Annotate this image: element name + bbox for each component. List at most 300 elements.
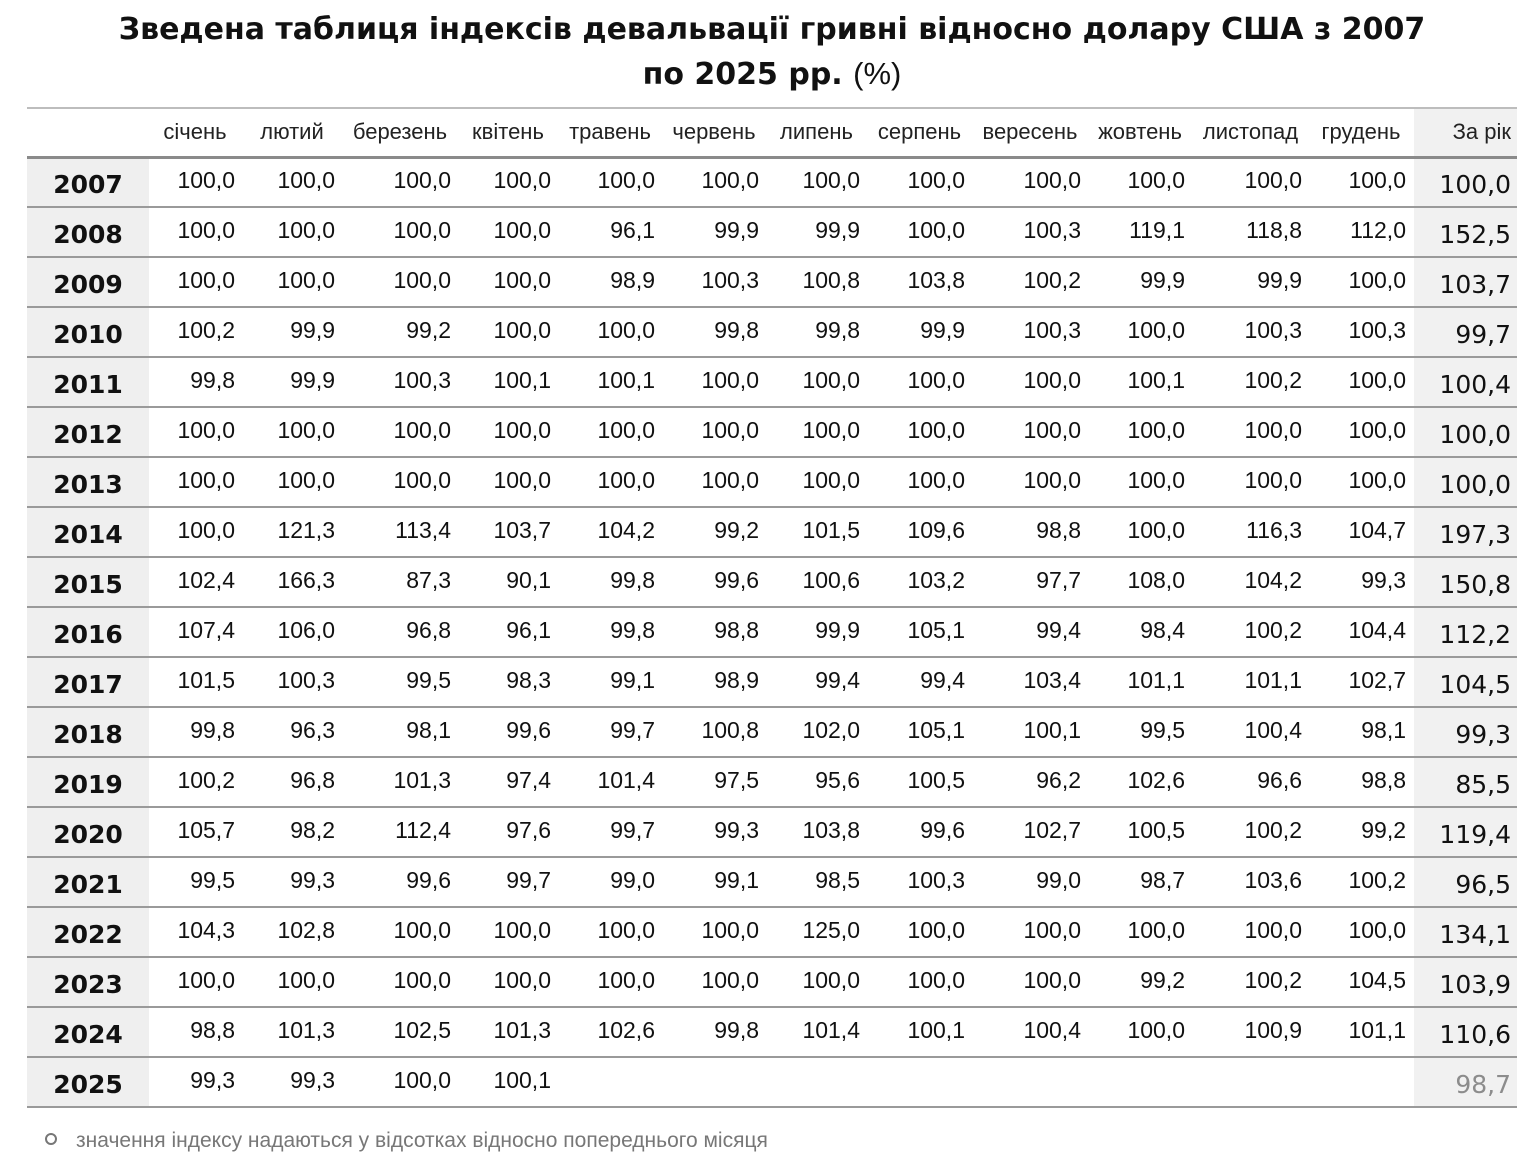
monthly-index-cell: 101,1 (1193, 657, 1310, 707)
column-header-month: квітень (459, 108, 559, 157)
column-header-month: червень (663, 108, 767, 157)
row-year-label: 2015 (27, 557, 149, 607)
year-total-cell: 100,4 (1414, 357, 1517, 407)
monthly-index-cell: 100,0 (1089, 407, 1193, 457)
monthly-index-cell: 100,0 (868, 357, 973, 407)
monthly-index-cell: 99,9 (1089, 257, 1193, 307)
monthly-index-cell: 102,5 (343, 1007, 459, 1057)
monthly-index-cell: 100,4 (973, 1007, 1089, 1057)
monthly-index-cell: 97,4 (459, 757, 559, 807)
monthly-index-cell: 98,8 (149, 1007, 243, 1057)
year-total-cell: 134,1 (1414, 907, 1517, 957)
monthly-index-cell: 100,0 (868, 957, 973, 1007)
monthly-index-cell: 100,0 (973, 407, 1089, 457)
monthly-index-cell: 121,3 (243, 507, 343, 557)
row-year-label: 2022 (27, 907, 149, 957)
monthly-index-cell: 100,0 (1089, 457, 1193, 507)
monthly-index-cell: 96,8 (343, 607, 459, 657)
column-header-month: вересень (973, 108, 1089, 157)
header-row (27, 108, 1517, 157)
monthly-index-cell: 100,5 (868, 757, 973, 807)
monthly-index-cell: 104,3 (149, 907, 243, 957)
column-header-year-total: За рік (1414, 108, 1517, 157)
table-row (27, 557, 1517, 607)
monthly-index-cell: 100,0 (149, 457, 243, 507)
monthly-index-cell: 99,6 (343, 857, 459, 907)
table-row (27, 457, 1517, 507)
monthly-index-cell: 100,3 (663, 257, 767, 307)
monthly-index-cell: 100,0 (243, 457, 343, 507)
monthly-index-cell (1089, 1057, 1193, 1107)
table-row (27, 807, 1517, 857)
monthly-index-cell: 100,0 (663, 157, 767, 207)
monthly-index-cell: 99,4 (868, 657, 973, 707)
year-total-cell: 98,7 (1414, 1057, 1517, 1107)
title-unit: (%) (853, 56, 902, 91)
row-year-label: 2023 (27, 957, 149, 1007)
monthly-index-cell: 100,0 (973, 357, 1089, 407)
monthly-index-cell: 100,0 (868, 407, 973, 457)
monthly-index-cell: 99,3 (243, 857, 343, 907)
monthly-index-cell: 100,0 (1310, 907, 1414, 957)
monthly-index-cell: 100,2 (973, 257, 1089, 307)
monthly-index-cell: 100,0 (1089, 1007, 1193, 1057)
monthly-index-cell: 102,0 (767, 707, 868, 757)
monthly-index-cell: 100,0 (243, 157, 343, 207)
monthly-index-cell: 103,8 (868, 257, 973, 307)
monthly-index-cell: 99,3 (663, 807, 767, 857)
monthly-index-cell: 100,0 (343, 907, 459, 957)
monthly-index-cell: 99,8 (559, 557, 663, 607)
bullet-circle-icon (45, 1133, 57, 1145)
monthly-index-cell: 99,8 (149, 707, 243, 757)
monthly-index-cell: 99,2 (663, 507, 767, 557)
monthly-index-cell: 100,0 (1310, 257, 1414, 307)
column-header-month: грудень (1310, 108, 1414, 157)
table-row (27, 1057, 1517, 1107)
monthly-index-cell: 100,6 (767, 557, 868, 607)
monthly-index-cell: 100,0 (243, 207, 343, 257)
year-total-cell: 119,4 (1414, 807, 1517, 857)
monthly-index-cell: 99,5 (1089, 707, 1193, 757)
monthly-index-cell: 100,0 (1089, 907, 1193, 957)
monthly-index-cell: 100,2 (1193, 357, 1310, 407)
monthly-index-cell: 100,1 (459, 1057, 559, 1107)
monthly-index-cell: 99,6 (868, 807, 973, 857)
monthly-index-cell: 100,3 (243, 657, 343, 707)
monthly-index-cell: 100,0 (343, 957, 459, 1007)
monthly-index-cell: 99,7 (559, 707, 663, 757)
monthly-index-cell: 100,0 (1089, 157, 1193, 207)
table-body (27, 157, 1517, 1107)
year-total-cell: 100,0 (1414, 407, 1517, 457)
monthly-index-cell: 99,3 (149, 1057, 243, 1107)
table-row (27, 157, 1517, 207)
year-total-cell: 110,6 (1414, 1007, 1517, 1057)
monthly-index-cell: 99,3 (1310, 557, 1414, 607)
monthly-index-cell: 100,2 (1310, 857, 1414, 907)
year-total-cell: 100,0 (1414, 457, 1517, 507)
monthly-index-cell: 103,4 (973, 657, 1089, 707)
monthly-index-cell: 100,0 (868, 457, 973, 507)
monthly-index-cell: 125,0 (767, 907, 868, 957)
monthly-index-cell: 97,5 (663, 757, 767, 807)
monthly-index-cell: 103,7 (459, 507, 559, 557)
monthly-index-cell: 100,1 (459, 357, 559, 407)
monthly-index-cell: 100,0 (663, 357, 767, 407)
monthly-index-cell: 100,0 (663, 907, 767, 957)
row-year-label: 2007 (27, 157, 149, 207)
monthly-index-cell: 100,8 (767, 257, 868, 307)
column-header-month: серпень (868, 108, 973, 157)
row-year-label: 2008 (27, 207, 149, 257)
monthly-index-cell: 100,0 (973, 457, 1089, 507)
column-header-month: лютий (243, 108, 343, 157)
table-row (27, 907, 1517, 957)
monthly-index-cell: 99,2 (1089, 957, 1193, 1007)
year-total-cell: 85,5 (1414, 757, 1517, 807)
row-year-label: 2009 (27, 257, 149, 307)
monthly-index-cell: 108,0 (1089, 557, 1193, 607)
monthly-index-cell: 100,0 (459, 957, 559, 1007)
row-year-label: 2021 (27, 857, 149, 907)
monthly-index-cell: 103,2 (868, 557, 973, 607)
monthly-index-cell: 99,9 (1193, 257, 1310, 307)
monthly-index-cell: 100,0 (243, 407, 343, 457)
monthly-index-cell: 166,3 (243, 557, 343, 607)
monthly-index-cell: 100,0 (767, 957, 868, 1007)
row-year-label: 2025 (27, 1057, 149, 1107)
monthly-index-cell: 101,1 (1310, 1007, 1414, 1057)
monthly-index-cell: 99,9 (243, 307, 343, 357)
monthly-index-cell: 99,0 (559, 857, 663, 907)
monthly-index-cell: 100,0 (459, 457, 559, 507)
monthly-index-cell: 96,1 (459, 607, 559, 657)
monthly-index-cell: 101,3 (343, 757, 459, 807)
monthly-index-cell: 105,1 (868, 607, 973, 657)
monthly-index-cell: 105,7 (149, 807, 243, 857)
row-year-label: 2011 (27, 357, 149, 407)
monthly-index-cell: 101,3 (459, 1007, 559, 1057)
monthly-index-cell: 100,0 (343, 157, 459, 207)
monthly-index-cell: 100,0 (243, 957, 343, 1007)
monthly-index-cell: 99,1 (663, 857, 767, 907)
monthly-index-cell: 100,0 (459, 157, 559, 207)
year-total-cell: 112,2 (1414, 607, 1517, 657)
monthly-index-cell: 87,3 (343, 557, 459, 607)
monthly-index-cell: 100,9 (1193, 1007, 1310, 1057)
monthly-index-cell: 102,7 (1310, 657, 1414, 707)
monthly-index-cell: 100,1 (973, 707, 1089, 757)
row-year-label: 2010 (27, 307, 149, 357)
monthly-index-cell: 100,0 (1310, 407, 1414, 457)
row-year-label: 2018 (27, 707, 149, 757)
year-total-cell: 103,9 (1414, 957, 1517, 1007)
monthly-index-cell: 99,1 (559, 657, 663, 707)
year-total-cell: 99,3 (1414, 707, 1517, 757)
monthly-index-cell: 97,6 (459, 807, 559, 857)
monthly-index-cell: 100,3 (868, 857, 973, 907)
year-total-cell: 150,8 (1414, 557, 1517, 607)
monthly-index-cell: 100,0 (149, 407, 243, 457)
column-header-month: листопад (1193, 108, 1310, 157)
monthly-index-cell: 97,7 (973, 557, 1089, 607)
monthly-index-cell: 101,5 (767, 507, 868, 557)
monthly-index-cell: 102,4 (149, 557, 243, 607)
monthly-index-cell: 100,1 (868, 1007, 973, 1057)
row-year-label: 2020 (27, 807, 149, 857)
monthly-index-cell: 100,2 (1193, 607, 1310, 657)
monthly-index-cell: 100,0 (767, 157, 868, 207)
monthly-index-cell: 96,6 (1193, 757, 1310, 807)
monthly-index-cell: 100,0 (767, 407, 868, 457)
monthly-index-cell: 99,4 (767, 657, 868, 707)
table-row (27, 357, 1517, 407)
column-header-month: січень (149, 108, 243, 157)
monthly-index-cell: 107,4 (149, 607, 243, 657)
monthly-index-cell: 100,0 (559, 957, 663, 1007)
monthly-index-cell: 102,6 (1089, 757, 1193, 807)
monthly-index-cell: 100,0 (459, 257, 559, 307)
monthly-index-cell: 102,7 (973, 807, 1089, 857)
monthly-index-cell: 116,3 (1193, 507, 1310, 557)
year-total-cell: 99,7 (1414, 307, 1517, 357)
monthly-index-cell: 100,0 (459, 407, 559, 457)
table-row (27, 507, 1517, 557)
column-header-month: липень (767, 108, 868, 157)
monthly-index-cell: 100,3 (973, 207, 1089, 257)
monthly-index-cell: 100,0 (149, 207, 243, 257)
table-row (27, 757, 1517, 807)
monthly-index-cell: 100,0 (1193, 157, 1310, 207)
monthly-index-cell (973, 1057, 1089, 1107)
table-row (27, 307, 1517, 357)
monthly-index-cell: 98,9 (663, 657, 767, 707)
monthly-index-cell: 99,0 (973, 857, 1089, 907)
monthly-index-cell: 100,0 (343, 457, 459, 507)
column-header-month: березень (343, 108, 459, 157)
monthly-index-cell: 100,0 (343, 407, 459, 457)
monthly-index-cell: 99,9 (767, 207, 868, 257)
monthly-index-cell: 100,5 (1089, 807, 1193, 857)
row-year-label: 2019 (27, 757, 149, 807)
monthly-index-cell: 99,7 (559, 807, 663, 857)
monthly-index-cell: 100,0 (559, 907, 663, 957)
monthly-index-cell: 101,4 (767, 1007, 868, 1057)
monthly-index-cell: 106,0 (243, 607, 343, 657)
monthly-index-cell: 100,0 (1310, 457, 1414, 507)
row-year-label: 2024 (27, 1007, 149, 1057)
monthly-index-cell: 96,3 (243, 707, 343, 757)
monthly-index-cell: 100,0 (1193, 407, 1310, 457)
monthly-index-cell: 100,0 (1089, 307, 1193, 357)
monthly-index-cell: 112,0 (1310, 207, 1414, 257)
monthly-index-cell: 100,0 (1310, 157, 1414, 207)
monthly-index-cell: 100,0 (343, 207, 459, 257)
table-row (27, 957, 1517, 1007)
monthly-index-cell: 96,8 (243, 757, 343, 807)
monthly-index-cell: 99,8 (663, 1007, 767, 1057)
row-year-label: 2012 (27, 407, 149, 457)
monthly-index-cell: 99,6 (459, 707, 559, 757)
monthly-index-cell: 109,6 (868, 507, 973, 557)
monthly-index-cell: 100,0 (243, 257, 343, 307)
monthly-index-cell: 99,2 (343, 307, 459, 357)
monthly-index-cell: 99,9 (868, 307, 973, 357)
year-total-cell: 197,3 (1414, 507, 1517, 557)
monthly-index-cell: 100,0 (559, 407, 663, 457)
monthly-index-cell: 100,0 (149, 957, 243, 1007)
table-row (27, 207, 1517, 257)
title-line-1: Зведена таблиця індексів девальвації гривні відносно долару США з 2007 (118, 12, 1426, 47)
monthly-index-cell: 98,4 (1089, 607, 1193, 657)
monthly-index-cell: 101,1 (1089, 657, 1193, 707)
row-year-label: 2017 (27, 657, 149, 707)
year-total-cell: 100,0 (1414, 157, 1517, 207)
monthly-index-cell: 119,1 (1089, 207, 1193, 257)
monthly-index-cell: 96,2 (973, 757, 1089, 807)
monthly-index-cell: 100,3 (973, 307, 1089, 357)
table-header (27, 108, 1517, 157)
year-total-cell: 152,5 (1414, 207, 1517, 257)
monthly-index-cell: 104,4 (1310, 607, 1414, 657)
monthly-index-cell: 100,0 (149, 507, 243, 557)
monthly-index-cell: 104,5 (1310, 957, 1414, 1007)
row-year-label: 2016 (27, 607, 149, 657)
row-year-label: 2013 (27, 457, 149, 507)
year-total-cell: 96,5 (1414, 857, 1517, 907)
monthly-index-cell: 105,1 (868, 707, 973, 757)
monthly-index-cell: 100,3 (1310, 307, 1414, 357)
monthly-index-cell (868, 1057, 973, 1107)
monthly-index-cell: 100,2 (1193, 807, 1310, 857)
monthly-index-cell: 113,4 (343, 507, 459, 557)
year-total-cell: 104,5 (1414, 657, 1517, 707)
monthly-index-cell: 100,0 (663, 957, 767, 1007)
monthly-index-cell: 100,0 (1193, 907, 1310, 957)
monthly-index-cell: 99,7 (459, 857, 559, 907)
monthly-index-cell: 100,0 (767, 457, 868, 507)
monthly-index-cell (1193, 1057, 1310, 1107)
monthly-index-cell: 112,4 (343, 807, 459, 857)
monthly-index-cell: 98,8 (1310, 757, 1414, 807)
monthly-index-cell: 99,4 (973, 607, 1089, 657)
monthly-index-cell: 100,1 (559, 357, 663, 407)
monthly-index-cell: 101,5 (149, 657, 243, 707)
monthly-index-cell (1310, 1057, 1414, 1107)
monthly-index-cell: 100,0 (459, 907, 559, 957)
monthly-index-cell: 99,6 (663, 557, 767, 607)
monthly-index-cell: 100,0 (149, 157, 243, 207)
monthly-index-cell: 100,0 (663, 407, 767, 457)
monthly-index-cell: 99,8 (149, 357, 243, 407)
column-header-month: травень (559, 108, 663, 157)
monthly-index-cell: 100,3 (343, 357, 459, 407)
title-years: по 2025 рр. (642, 57, 843, 92)
monthly-index-cell: 100,0 (459, 307, 559, 357)
monthly-index-cell: 99,9 (663, 207, 767, 257)
monthly-index-cell: 118,8 (1193, 207, 1310, 257)
footnote (45, 1128, 768, 1154)
table-row (27, 257, 1517, 307)
monthly-index-cell: 99,9 (243, 357, 343, 407)
monthly-index-cell: 99,9 (767, 607, 868, 657)
monthly-index-cell: 101,4 (559, 757, 663, 807)
monthly-index-cell: 100,0 (1193, 457, 1310, 507)
monthly-index-cell: 100,0 (973, 157, 1089, 207)
monthly-index-cell: 100,2 (149, 757, 243, 807)
monthly-index-cell: 98,1 (343, 707, 459, 757)
monthly-index-cell: 100,0 (868, 207, 973, 257)
row-year-label: 2014 (27, 507, 149, 557)
monthly-index-cell: 100,0 (343, 257, 459, 307)
monthly-index-cell: 99,5 (343, 657, 459, 707)
monthly-index-cell: 100,0 (559, 457, 663, 507)
monthly-index-cell: 100,0 (459, 207, 559, 257)
monthly-index-cell: 100,0 (1089, 507, 1193, 557)
table-row (27, 607, 1517, 657)
footnote-text: значення індексу надаються у відсотках відносно попереднього місяця (76, 1129, 768, 1152)
monthly-index-cell: 99,3 (243, 1057, 343, 1107)
monthly-index-cell: 98,8 (973, 507, 1089, 557)
monthly-index-cell: 98,8 (663, 607, 767, 657)
monthly-index-cell: 100,3 (1193, 307, 1310, 357)
monthly-index-cell: 90,1 (459, 557, 559, 607)
monthly-index-cell: 100,0 (343, 1057, 459, 1107)
monthly-index-cell: 103,8 (767, 807, 868, 857)
monthly-index-cell: 98,5 (767, 857, 868, 907)
monthly-index-cell (767, 1057, 868, 1107)
devaluation-index-table (27, 107, 1517, 1108)
monthly-index-cell: 100,0 (973, 907, 1089, 957)
page-title (0, 8, 1536, 97)
year-total-cell: 103,7 (1414, 257, 1517, 307)
table-row (27, 407, 1517, 457)
monthly-index-cell: 100,4 (1193, 707, 1310, 757)
monthly-index-cell: 99,2 (1310, 807, 1414, 857)
monthly-index-cell: 99,5 (149, 857, 243, 907)
title-line-2 (0, 52, 1536, 97)
monthly-index-cell: 100,2 (1193, 957, 1310, 1007)
monthly-index-cell: 102,8 (243, 907, 343, 957)
monthly-index-cell: 100,0 (559, 307, 663, 357)
monthly-index-cell: 99,8 (663, 307, 767, 357)
table-row (27, 707, 1517, 757)
monthly-index-cell: 95,6 (767, 757, 868, 807)
table-row (27, 857, 1517, 907)
monthly-index-cell: 99,8 (767, 307, 868, 357)
table-row (27, 657, 1517, 707)
monthly-index-cell: 98,7 (1089, 857, 1193, 907)
monthly-index-cell: 101,3 (243, 1007, 343, 1057)
monthly-index-cell: 100,0 (559, 157, 663, 207)
monthly-index-cell: 100,0 (767, 357, 868, 407)
monthly-index-cell: 100,8 (663, 707, 767, 757)
monthly-index-cell: 100,0 (868, 907, 973, 957)
monthly-index-cell: 100,0 (663, 457, 767, 507)
monthly-index-cell: 100,0 (973, 957, 1089, 1007)
monthly-index-cell: 100,0 (149, 257, 243, 307)
monthly-index-cell: 100,2 (149, 307, 243, 357)
column-header-month: жовтень (1089, 108, 1193, 157)
header-corner-cell (27, 108, 149, 157)
monthly-index-cell: 100,0 (1310, 357, 1414, 407)
monthly-index-cell (559, 1057, 663, 1107)
monthly-index-cell: 98,2 (243, 807, 343, 857)
table-row (27, 1007, 1517, 1057)
monthly-index-cell: 98,9 (559, 257, 663, 307)
monthly-index-cell: 104,2 (1193, 557, 1310, 607)
